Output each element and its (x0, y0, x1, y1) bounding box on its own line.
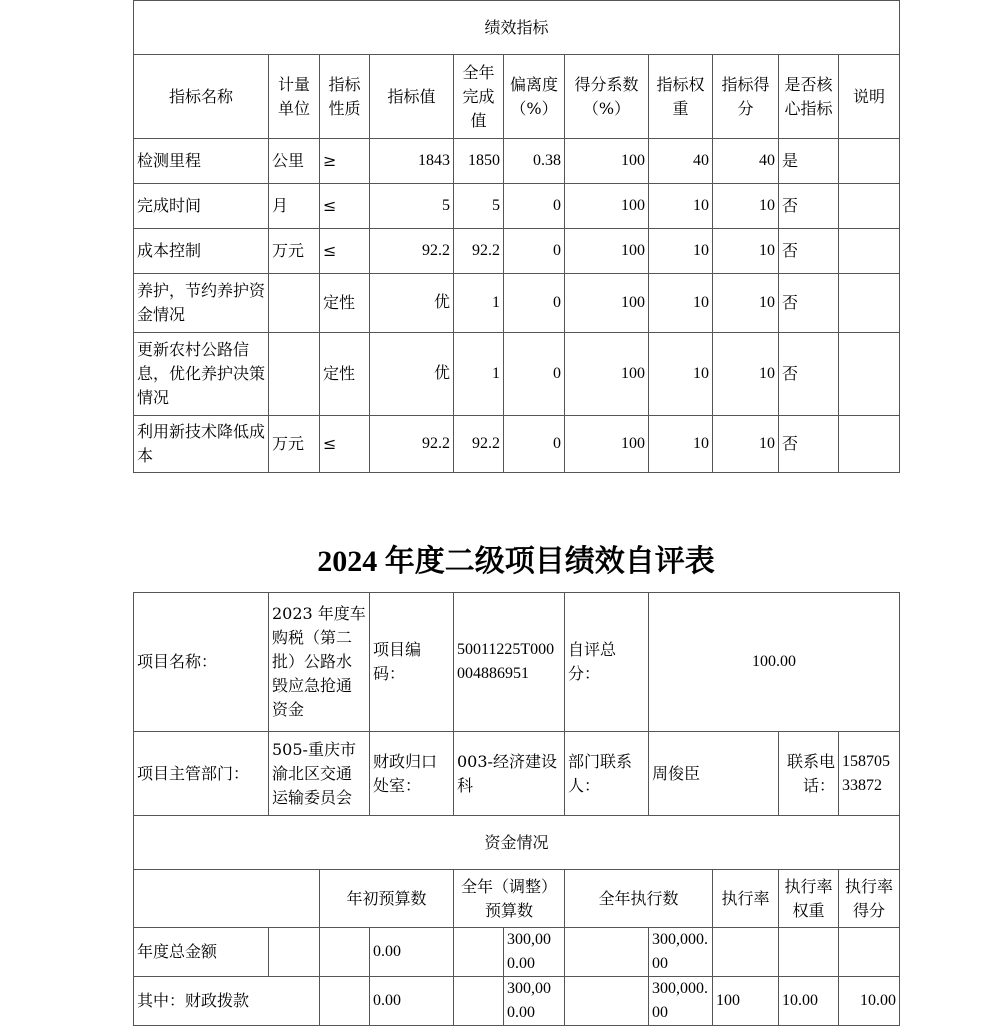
column-header: 指标权重 (649, 55, 713, 139)
table-cell: 92.2 (370, 416, 454, 473)
table-cell: 1 (454, 333, 504, 416)
phone-label: 联系电话： (779, 732, 839, 816)
column-header: 偏离度（%） (504, 55, 565, 139)
table-cell: 10 (713, 416, 779, 473)
table-cell: 否 (779, 229, 839, 274)
table-cell: ≤ (320, 184, 370, 229)
table-cell (839, 333, 900, 416)
table-cell (269, 333, 320, 416)
adjusted-budget: 300,000.00 (504, 977, 565, 1026)
table-cell: 否 (779, 416, 839, 473)
table-cell: 成本控制 (134, 229, 269, 274)
empty-cell (320, 977, 370, 1026)
empty-cell (320, 928, 370, 977)
table-cell: 1 (454, 274, 504, 333)
empty-cell (454, 928, 504, 977)
funds-row (134, 928, 900, 977)
funds-header: 全年执行数 (565, 870, 713, 928)
table-cell: 优 (370, 333, 454, 416)
weight (779, 928, 839, 977)
table-cell: 0 (504, 229, 565, 274)
table-cell: 月 (269, 184, 320, 229)
table-cell: 10 (649, 416, 713, 473)
executed: 300,000.00 (649, 977, 713, 1026)
table-row (134, 229, 900, 274)
table-cell: 10 (649, 333, 713, 416)
column-header: 计量单位 (269, 55, 320, 139)
total-score: 100.00 (649, 593, 900, 732)
table-cell (839, 416, 900, 473)
funds-header: 执行率权重 (779, 870, 839, 928)
funds-header (134, 870, 320, 928)
table-cell (839, 184, 900, 229)
table-cell: 10 (713, 333, 779, 416)
column-header: 全年完成值 (454, 55, 504, 139)
table-cell: ≥ (320, 139, 370, 184)
table-cell: 定性 (320, 274, 370, 333)
project-info-table (133, 592, 900, 1026)
table-cell: 否 (779, 274, 839, 333)
column-header: 指标值 (370, 55, 454, 139)
score: 10.00 (839, 977, 900, 1026)
funds-label: 其中：财政拨款 (134, 977, 320, 1026)
table-cell (839, 139, 900, 184)
table-row (134, 139, 900, 184)
table-cell: 10 (713, 184, 779, 229)
table-cell: 养护，节约养护资金情况 (134, 274, 269, 333)
finance-office: 003-经济建设科 (454, 732, 565, 816)
funds-header: 年初预算数 (320, 870, 454, 928)
table-row (134, 184, 900, 229)
table-cell: 10 (713, 274, 779, 333)
score-label: 自评总分： (565, 593, 649, 732)
table-cell: 1850 (454, 139, 504, 184)
table-cell: 更新农村公路信息，优化养护决策情况 (134, 333, 269, 416)
table-row (134, 274, 900, 333)
table-cell: 0 (504, 274, 565, 333)
table-row (134, 333, 900, 416)
funds-title: 资金情况 (134, 816, 900, 870)
table-row (134, 416, 900, 473)
table-cell: 否 (779, 333, 839, 416)
table-cell: 92.2 (370, 229, 454, 274)
empty-cell (269, 928, 320, 977)
table-cell: 100 (565, 416, 649, 473)
table-cell: ≤ (320, 416, 370, 473)
funds-header: 执行率 (713, 870, 779, 928)
dept-label: 项目主管部门： (134, 732, 269, 816)
project-code-label: 项目编码： (370, 593, 454, 732)
funds-label: 年度总金额 (134, 928, 269, 977)
dept: 505-重庆市渝北区交通运输委员会 (269, 732, 370, 816)
table-cell: 10 (649, 274, 713, 333)
table-cell: 0 (504, 184, 565, 229)
table-cell: 0 (504, 416, 565, 473)
section-title: 绩效指标 (134, 1, 900, 55)
funds-header: 全年（调整）预算数 (454, 870, 565, 928)
table-cell: 10 (649, 184, 713, 229)
phone: 15870533872 (839, 732, 900, 816)
column-header: 指标性质 (320, 55, 370, 139)
table-cell: 公里 (269, 139, 320, 184)
rate: 100 (713, 977, 779, 1026)
performance-indicator-table (133, 0, 900, 473)
funds-header: 执行率得分 (839, 870, 900, 928)
table-cell: 否 (779, 184, 839, 229)
project-name-label: 项目名称： (134, 593, 269, 732)
adjusted-budget: 300,000.00 (504, 928, 565, 977)
column-header: 指标名称 (134, 55, 269, 139)
table-cell: 0 (504, 333, 565, 416)
table-cell: 1843 (370, 139, 454, 184)
page-title: 2024 年度二级项目绩效自评表 (317, 545, 715, 578)
table-cell: 100 (565, 229, 649, 274)
empty-cell (454, 977, 504, 1026)
table-cell: 检测里程 (134, 139, 269, 184)
table-cell: 100 (565, 333, 649, 416)
contact: 周俊臣 (649, 732, 779, 816)
contact-label: 部门联系人： (565, 732, 649, 816)
table-cell: 万元 (269, 229, 320, 274)
table-cell: 40 (713, 139, 779, 184)
score (839, 928, 900, 977)
table-cell: 5 (370, 184, 454, 229)
table-cell: 92.2 (454, 416, 504, 473)
weight: 10.00 (779, 977, 839, 1026)
table-cell: 优 (370, 274, 454, 333)
executed: 300,000.00 (649, 928, 713, 977)
column-header: 是否核心指标 (779, 55, 839, 139)
empty-cell (565, 977, 649, 1026)
table-cell: 完成时间 (134, 184, 269, 229)
table-cell: 定性 (320, 333, 370, 416)
table-cell: ≤ (320, 229, 370, 274)
finance-label: 财政归口处室： (370, 732, 454, 816)
table-cell: 100 (565, 274, 649, 333)
table-cell: 利用新技术降低成本 (134, 416, 269, 473)
table-cell: 0.38 (504, 139, 565, 184)
initial-budget: 0.00 (370, 977, 454, 1026)
project-name: 2023 年度车购税（第二批）公路水毁应急抢通资金 (269, 593, 370, 732)
column-header: 说明 (839, 55, 900, 139)
rate (713, 928, 779, 977)
table-cell: 是 (779, 139, 839, 184)
table-cell (269, 274, 320, 333)
table-cell (839, 274, 900, 333)
table-cell: 万元 (269, 416, 320, 473)
funds-row (134, 977, 900, 1026)
table-cell: 92.2 (454, 229, 504, 274)
empty-cell (565, 928, 649, 977)
column-header: 指标得分 (713, 55, 779, 139)
project-code: 50011225T000004886951 (454, 593, 565, 732)
table-cell: 5 (454, 184, 504, 229)
table-cell: 100 (565, 139, 649, 184)
initial-budget: 0.00 (370, 928, 454, 977)
column-header: 得分系数（%） (565, 55, 649, 139)
table-cell: 40 (649, 139, 713, 184)
table-cell: 100 (565, 184, 649, 229)
table-cell: 10 (649, 229, 713, 274)
table-cell (839, 229, 900, 274)
table-cell: 10 (713, 229, 779, 274)
